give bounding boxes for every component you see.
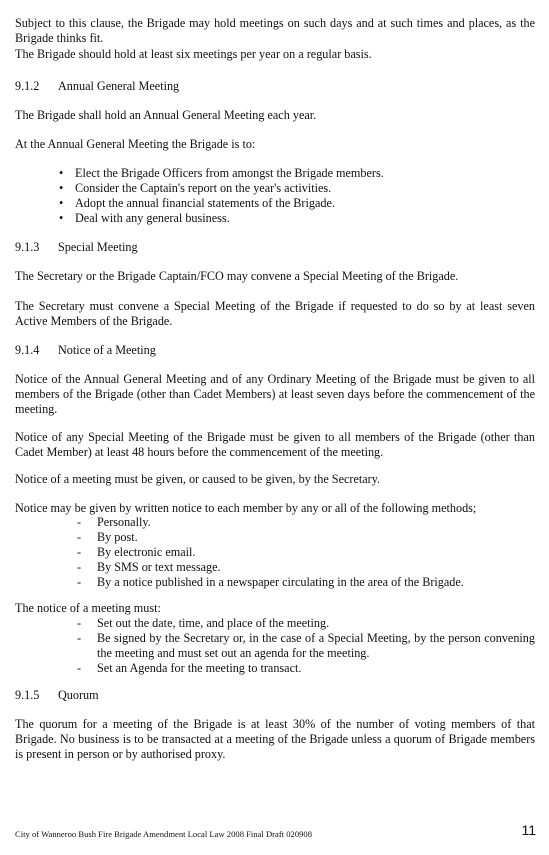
notice-paragraph-3: Notice of a meeting must be given, or caused to be given, by the Secretary. bbox=[15, 472, 381, 486]
notice-methods-list bbox=[75, 515, 535, 590]
special-meeting-paragraph-2: The Secretary must convene a Special Meeting of the Brigade if requested to do so by at least seven Active Members of the Brigade. bbox=[15, 299, 535, 328]
dash-item: - By a notice published in a newspaper circulating in the area of the Brigade. bbox=[75, 575, 535, 590]
bullet-item: • Adopt the annual financial statements of the Brigade. bbox=[57, 196, 384, 211]
page-number: 11 bbox=[521, 822, 536, 838]
section-heading-9-1-5 bbox=[15, 688, 99, 703]
agm-bullet-list bbox=[57, 166, 384, 226]
dash-item: - By SMS or text message. bbox=[75, 560, 535, 575]
intro-paragraph-2: The Brigade should hold at least six meetings per year on a regular basis. bbox=[15, 47, 372, 61]
agm-paragraph-1: The Brigade shall hold an Annual General Meeting each year. bbox=[15, 108, 317, 122]
section-heading-9-1-4 bbox=[15, 343, 156, 358]
section-title: Special Meeting bbox=[58, 240, 138, 254]
notice-requirements-list bbox=[75, 616, 535, 676]
section-heading-9-1-3 bbox=[15, 240, 138, 255]
dash-item: - By electronic email. bbox=[75, 545, 535, 560]
intro-paragraph-1: Subject to this clause, the Brigade may hold meetings on such days and at such times and places, as the Brigade thinks fit. bbox=[15, 16, 535, 45]
section-number: 9.1.3 bbox=[15, 240, 40, 254]
notice-paragraph-4: Notice may be given by written notice to each member by any or all of the following methods; bbox=[15, 501, 477, 515]
dash-item: - By post. bbox=[75, 530, 535, 545]
quorum-paragraph: The quorum for a meeting of the Brigade is at least 30% of the number of voting members of that Brigade. No business is to be transacted at a meeting of the Brigade unless a quorum of Brigade members is present in person or by authorised proxy. bbox=[15, 717, 535, 761]
agm-paragraph-2: At the Annual General Meeting the Brigade is to: bbox=[15, 137, 256, 151]
footer-text: City of Wanneroo Bush Fire Brigade Amendment Local Law 2008 Final Draft 020908 bbox=[15, 829, 313, 839]
section-number: 9.1.5 bbox=[15, 688, 40, 702]
section-number: 9.1.4 bbox=[15, 343, 40, 357]
section-title: Quorum bbox=[58, 688, 99, 702]
notice-paragraph-1: Notice of the Annual General Meeting and of any Ordinary Meeting of the Brigade must be given to all members of the Brigade (other than Cadet Members) at least seven days before the commencement of the meeting. bbox=[15, 372, 535, 416]
dash-item: - Set out the date, time, and place of the meeting. bbox=[75, 616, 535, 631]
bullet-item: • Elect the Brigade Officers from amongst the Brigade members. bbox=[57, 166, 384, 181]
section-number: 9.1.2 bbox=[15, 79, 40, 93]
dash-item: - Be signed by the Secretary or, in the case of a Special Meeting, by the person convening the meeting and must set out an agenda for the meeting. bbox=[75, 631, 535, 661]
special-meeting-paragraph-1: The Secretary or the Brigade Captain/FCO may convene a Special Meeting of the Brigade. bbox=[15, 269, 459, 283]
dash-item: - Personally. bbox=[75, 515, 535, 530]
bullet-item: • Deal with any general business. bbox=[57, 211, 384, 226]
bullet-item: • Consider the Captain's report on the year's activities. bbox=[57, 181, 384, 196]
dash-item: - Set an Agenda for the meeting to transact. bbox=[75, 661, 535, 676]
section-title: Annual General Meeting bbox=[58, 79, 180, 93]
section-title: Notice of a Meeting bbox=[58, 343, 156, 357]
notice-paragraph-2: Notice of any Special Meeting of the Brigade must be given to all members of the Brigade (other than Cadet Member) at least 48 hours before the commencement of the meeting. bbox=[15, 430, 535, 459]
notice-paragraph-5: The notice of a meeting must: bbox=[15, 601, 161, 615]
section-heading-9-1-2 bbox=[15, 79, 179, 94]
